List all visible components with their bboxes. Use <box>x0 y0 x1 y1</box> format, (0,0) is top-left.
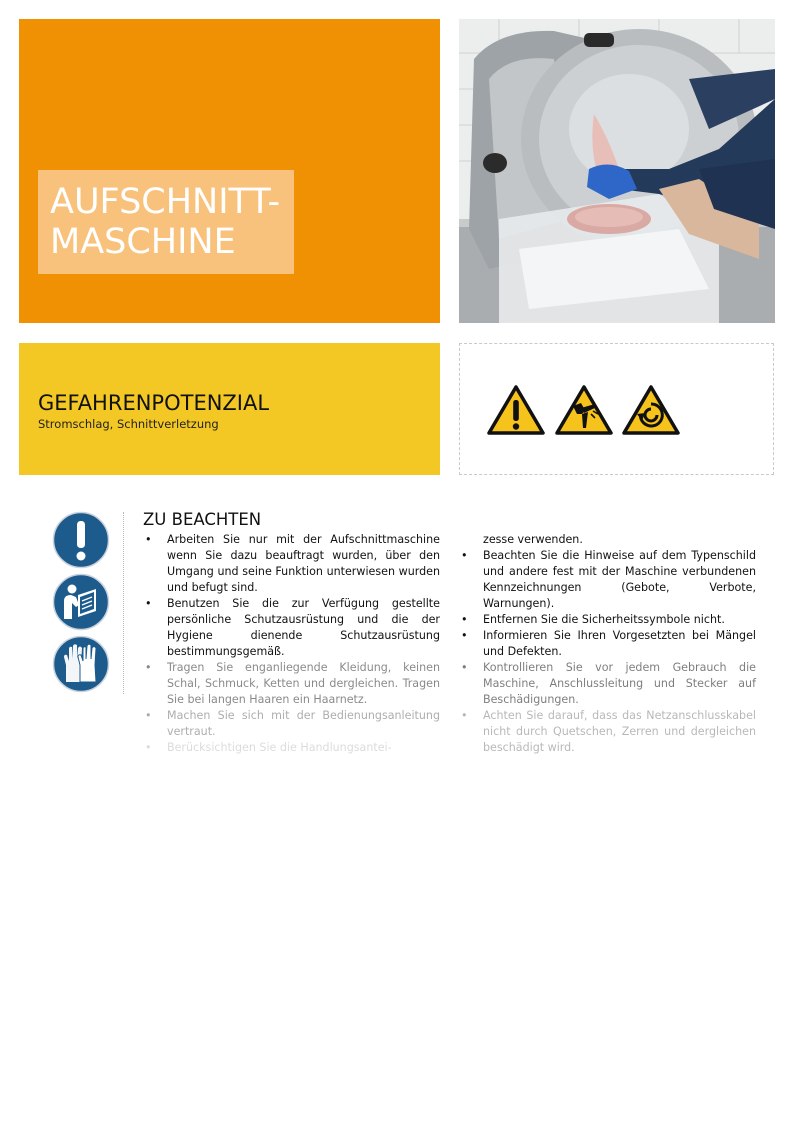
title-line-2: MASCHINE <box>50 222 236 262</box>
note-item: • Kontrollieren Sie vor jedem Gebrauch die Maschine, Anschlussleitung und Stecker auf Beschädigungen. <box>459 660 756 708</box>
notes-column-1 <box>143 532 440 756</box>
notes-column-2 <box>459 532 756 756</box>
general-warning-icon <box>487 384 545 436</box>
read-manual-icon <box>52 573 110 631</box>
note-item: • Benutzen Sie die zur Verfügung gestellte persönliche Schutzausrüstung und die der Hygiene dienende Schutzausrüstung bestimmungsgemäß. <box>143 596 440 660</box>
note-item: • Arbeiten Sie nur mit der Aufschnittmaschine wenn Sie dazu beauftragt wurden, über den Umgang und seine Funktion unterwiesen wurden und befugt sind. <box>143 532 440 596</box>
note-item: • Informieren Sie Ihren Vorgesetzten bei Mängel und Defekten. <box>459 628 756 660</box>
hazard-heading: GEFAHRENPOTENZIAL <box>38 391 270 415</box>
rotating-parts-icon <box>622 384 680 436</box>
mandatory-notice-icon <box>52 511 110 569</box>
note-item: • Berücksichtigen Sie die Handlungsantei- <box>143 740 440 756</box>
note-item: • Machen Sie sich mit der Bedienungsanleitung vertraut. <box>143 708 440 740</box>
hazard-block <box>19 343 440 475</box>
title-block <box>19 19 440 323</box>
note-item: • Entfernen Sie die Sicherheitssymbole nicht. <box>459 612 756 628</box>
divider-line <box>123 512 124 694</box>
note-item: • Tragen Sie enganliegende Kleidung, keinen Schal, Schmuck, Ketten und dergleichen. Tragen Sie bei langen Haaren ein Haarnetz. <box>143 660 440 708</box>
notes-heading: ZU BEACHTEN <box>143 510 262 529</box>
note-item: • Beachten Sie die Hinweise auf dem Typenschild und andere fest mit der Maschine verbundenen Kennzeichnungen (Gebote, Verbote, Warnungen). <box>459 548 756 612</box>
title-box <box>38 170 294 274</box>
slicer-photo <box>459 19 775 323</box>
wear-gloves-icon <box>52 635 110 693</box>
note-item-continuation: zesse verwenden. <box>483 533 583 546</box>
warning-symbols-box <box>459 343 774 475</box>
note-item: • Achten Sie darauf, dass das Netzanschlusskabel nicht durch Quetschen, Zerren und dergleichen beschädigt wird. <box>459 708 756 756</box>
title-line-1: AUFSCHNITT- <box>50 182 281 222</box>
hazard-subtitle: Stromschlag, Schnittverletzung <box>38 417 219 431</box>
cut-hazard-icon <box>555 384 613 436</box>
